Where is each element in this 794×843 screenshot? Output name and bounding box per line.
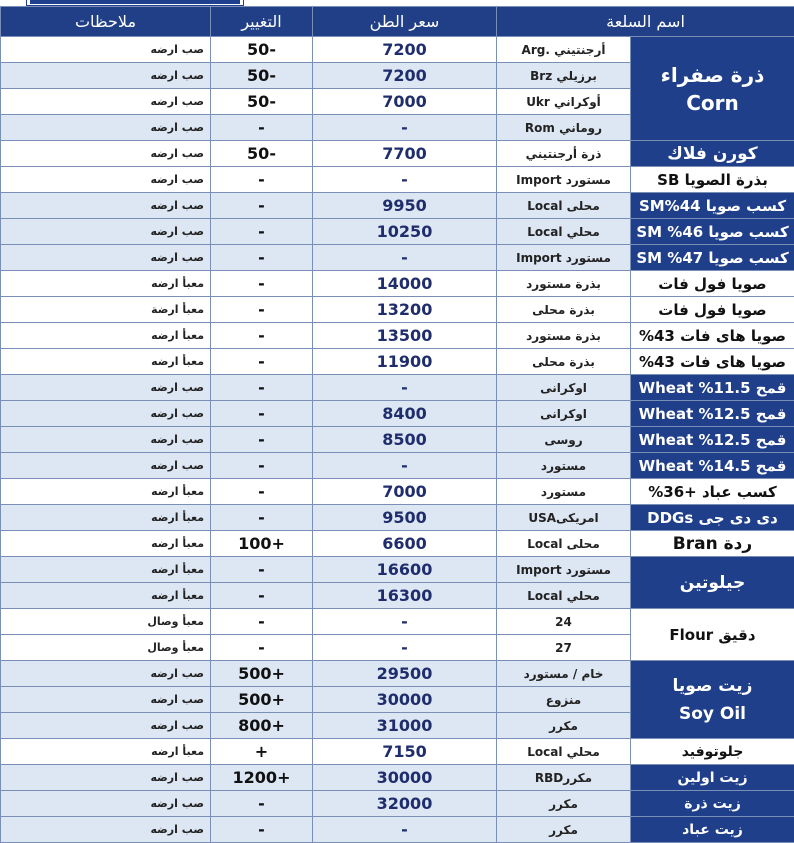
- note-cell: معبأ ارضه: [1, 583, 211, 609]
- change-cell: +100: [211, 531, 313, 557]
- origin-cell: مكرر: [497, 817, 631, 843]
- price-cell: 7200: [313, 63, 497, 89]
- change-cell: -: [211, 349, 313, 375]
- table-row: [1, 323, 794, 349]
- table-row: [1, 531, 794, 557]
- change-cell: -: [211, 167, 313, 193]
- note-cell: معبأ ارضه: [1, 505, 211, 531]
- origin-cell: روماني Rom: [497, 115, 631, 141]
- note-cell: صب ارضه: [1, 89, 211, 115]
- note-cell: صب ارضه: [1, 791, 211, 817]
- change-cell: -50: [211, 63, 313, 89]
- change-cell: -: [211, 219, 313, 245]
- change-cell: -: [211, 583, 313, 609]
- commodity-wheat-145: قمح Wheat %14.5: [631, 453, 794, 479]
- table-row: [1, 167, 794, 193]
- note-cell: معبأ ارضه: [1, 323, 211, 349]
- change-cell: -: [211, 297, 313, 323]
- change-cell: -: [211, 245, 313, 271]
- note-cell: معبأ ارضة: [1, 297, 211, 323]
- commodity-gluten: جيلوتين: [631, 557, 794, 609]
- change-cell: +500: [211, 661, 313, 687]
- note-cell: صب ارضه: [1, 427, 211, 453]
- note-cell: صب ارضه: [1, 245, 211, 271]
- note-cell: صب ارضه: [1, 37, 211, 63]
- price-cell: 16300: [313, 583, 497, 609]
- price-cell: 30000: [313, 765, 497, 791]
- note-cell: معبأ وصال: [1, 609, 211, 635]
- note-cell: صب ارضه: [1, 453, 211, 479]
- origin-cell: أوكراني Ukr: [497, 89, 631, 115]
- price-cell: -: [313, 245, 497, 271]
- table-row: [1, 661, 794, 687]
- price-cell: 9500: [313, 505, 497, 531]
- change-cell: -: [211, 323, 313, 349]
- price-cell: 10250: [313, 219, 497, 245]
- commodity-full-fat-1: صويا فول فات: [631, 271, 794, 297]
- table-row: [1, 739, 794, 765]
- change-cell: -: [211, 427, 313, 453]
- price-cell: -: [313, 635, 497, 661]
- price-cell: 16600: [313, 557, 497, 583]
- commodity-olein: زيت اولين: [631, 765, 794, 791]
- price-cell: 11900: [313, 349, 497, 375]
- change-cell: -: [211, 401, 313, 427]
- origin-cell: مستورد: [497, 453, 631, 479]
- origin-cell: 24: [497, 609, 631, 635]
- price-cell: 8500: [313, 427, 497, 453]
- commodity-ddgs: دى دى جى DDGs: [631, 505, 794, 531]
- change-cell: -: [211, 479, 313, 505]
- origin-cell: مكرر: [497, 791, 631, 817]
- price-cell: 29500: [313, 661, 497, 687]
- change-cell: -: [211, 635, 313, 661]
- table-row: [1, 505, 794, 531]
- price-cell: 32000: [313, 791, 497, 817]
- change-cell: -50: [211, 89, 313, 115]
- change-cell: -: [211, 817, 313, 843]
- change-cell: -: [211, 375, 313, 401]
- table-row: [1, 297, 794, 323]
- price-cell: 13200: [313, 297, 497, 323]
- origin-cell: محلي Local: [497, 219, 631, 245]
- price-cell: 8400: [313, 401, 497, 427]
- table-row: [1, 401, 794, 427]
- origin-cell: محلي Local: [497, 739, 631, 765]
- commodity-sm46: كسب صويا 46% SM: [631, 219, 794, 245]
- price-cell: -: [313, 817, 497, 843]
- price-cell: 6600: [313, 531, 497, 557]
- note-cell: صب ارضه: [1, 63, 211, 89]
- origin-cell: مستورد Import: [497, 167, 631, 193]
- change-cell: +: [211, 739, 313, 765]
- origin-cell: روسى: [497, 427, 631, 453]
- note-cell: صب ارضه: [1, 765, 211, 791]
- note-cell: معبأ ارضه: [1, 479, 211, 505]
- table-row: [1, 609, 794, 635]
- header-price: سعر الطن: [313, 7, 497, 37]
- change-cell: +1200: [211, 765, 313, 791]
- commodity-high-fat-2: صويا هاى فات 43%: [631, 349, 794, 375]
- price-cell: 7000: [313, 89, 497, 115]
- note-cell: معبأ وصال: [1, 635, 211, 661]
- commodity-full-fat-2: صويا فول فات: [631, 297, 794, 323]
- table-row: [1, 141, 794, 167]
- origin-cell: أرجنتيني .Arg: [497, 37, 631, 63]
- change-cell: -: [211, 271, 313, 297]
- origin-cell: اوكرانى: [497, 401, 631, 427]
- price-cell: 7150: [313, 739, 497, 765]
- note-cell: صب ارضه: [1, 167, 211, 193]
- origin-cell: بذرة محلى: [497, 297, 631, 323]
- change-cell: -: [211, 609, 313, 635]
- origin-cell: 27: [497, 635, 631, 661]
- table-row: [1, 271, 794, 297]
- table-row: [1, 245, 794, 271]
- price-cell: 14000: [313, 271, 497, 297]
- note-cell: معبأ ارضه: [1, 739, 211, 765]
- change-cell: -: [211, 193, 313, 219]
- note-cell: معبأ ارضه: [1, 531, 211, 557]
- price-cell: 7200: [313, 37, 497, 63]
- commodity-sunflower-meal: كسب عباد +36%: [631, 479, 794, 505]
- origin-cell: ذرة أرجنتيني: [497, 141, 631, 167]
- price-cell: -: [313, 453, 497, 479]
- commodity-flour: دقيق Flour: [631, 609, 794, 661]
- price-cell: -: [313, 609, 497, 635]
- commodity-corn-flakes: كورن فلاك: [631, 141, 794, 167]
- commodity-glutofeed: جلوتوفيد: [631, 739, 794, 765]
- change-cell: +500: [211, 687, 313, 713]
- note-cell: صب ارضه: [1, 661, 211, 687]
- origin-cell: بذرة مستورد: [497, 271, 631, 297]
- note-cell: صب ارضه: [1, 817, 211, 843]
- origin-cell: محلى Local: [497, 531, 631, 557]
- header-commodity: اسم السلعة: [497, 7, 794, 37]
- commodity-sm47: كسب صويا 47% SM: [631, 245, 794, 271]
- origin-cell: مستورد: [497, 479, 631, 505]
- origin-cell: محلي Local: [497, 583, 631, 609]
- note-cell: معبأ ارضه: [1, 271, 211, 297]
- table-row: [1, 817, 794, 843]
- commodity-bran: ردة Bran: [631, 531, 794, 557]
- note-cell: معبأ ارضه: [1, 557, 211, 583]
- commodity-wheat-125-b: قمح Wheat %12.5: [631, 427, 794, 453]
- origin-cell: امريكىUSA: [497, 505, 631, 531]
- price-cell: -: [313, 115, 497, 141]
- commodity-wheat-125-a: قمح Wheat %12.5: [631, 401, 794, 427]
- origin-cell: برزيلي Brz: [497, 63, 631, 89]
- note-cell: صب ارضه: [1, 375, 211, 401]
- change-cell: -50: [211, 141, 313, 167]
- price-table: [0, 6, 794, 843]
- header-row: [1, 7, 794, 37]
- header-notes: ملاحظات: [1, 7, 211, 37]
- note-cell: صب ارضه: [1, 687, 211, 713]
- commodity-wheat-115: قمح Wheat %11.5: [631, 375, 794, 401]
- change-cell: +800: [211, 713, 313, 739]
- change-cell: -: [211, 505, 313, 531]
- table-row: [1, 37, 794, 63]
- price-cell: 30000: [313, 687, 497, 713]
- commodity-soy-seed: بذرة الصويا SB: [631, 167, 794, 193]
- table-row: [1, 193, 794, 219]
- table-row: [1, 453, 794, 479]
- note-cell: صب ارضه: [1, 115, 211, 141]
- table-row: [1, 375, 794, 401]
- origin-cell: بذرة محلى: [497, 349, 631, 375]
- note-cell: صب ارضه: [1, 401, 211, 427]
- table-row: [1, 557, 794, 583]
- change-cell: -: [211, 557, 313, 583]
- commodity-corn: ذرة صفراء Corn: [631, 37, 794, 141]
- change-cell: -: [211, 791, 313, 817]
- origin-cell: محلى Local: [497, 193, 631, 219]
- note-cell: صب ارضه: [1, 713, 211, 739]
- table-row: [1, 427, 794, 453]
- origin-cell: مكرر: [497, 713, 631, 739]
- note-cell: صب ارضه: [1, 193, 211, 219]
- note-cell: معبأ ارضه: [1, 349, 211, 375]
- origin-cell: اوكرانى: [497, 375, 631, 401]
- table-row: [1, 791, 794, 817]
- table-row: [1, 479, 794, 505]
- commodity-high-fat-1: صويا هاى فات 43%: [631, 323, 794, 349]
- origin-cell: منزوع: [497, 687, 631, 713]
- price-cell: 13500: [313, 323, 497, 349]
- origin-cell: بذرة مستورد: [497, 323, 631, 349]
- commodity-soy-oil: زيت صويا Soy Oil: [631, 661, 794, 739]
- price-cell: -: [313, 167, 497, 193]
- price-cell: 7000: [313, 479, 497, 505]
- price-cell: 9950: [313, 193, 497, 219]
- commodity-corn-oil: زيت ذرة: [631, 791, 794, 817]
- change-cell: -: [211, 115, 313, 141]
- price-cell: 7700: [313, 141, 497, 167]
- note-cell: صب ارضه: [1, 141, 211, 167]
- note-cell: صب ارضه: [1, 219, 211, 245]
- commodity-sunflower-oil: زيت عباد: [631, 817, 794, 843]
- origin-cell: مكررRBD: [497, 765, 631, 791]
- table-row: [1, 765, 794, 791]
- change-cell: -: [211, 453, 313, 479]
- commodity-sm44: كسب صويا 44%SM: [631, 193, 794, 219]
- price-cell: 31000: [313, 713, 497, 739]
- change-cell: -50: [211, 37, 313, 63]
- header-change: التغيير: [211, 7, 313, 37]
- origin-cell: خام / مستورد: [497, 661, 631, 687]
- origin-cell: مستورد Import: [497, 557, 631, 583]
- price-cell: -: [313, 375, 497, 401]
- table-row: [1, 219, 794, 245]
- table-row: [1, 349, 794, 375]
- origin-cell: مستورد Import: [497, 245, 631, 271]
